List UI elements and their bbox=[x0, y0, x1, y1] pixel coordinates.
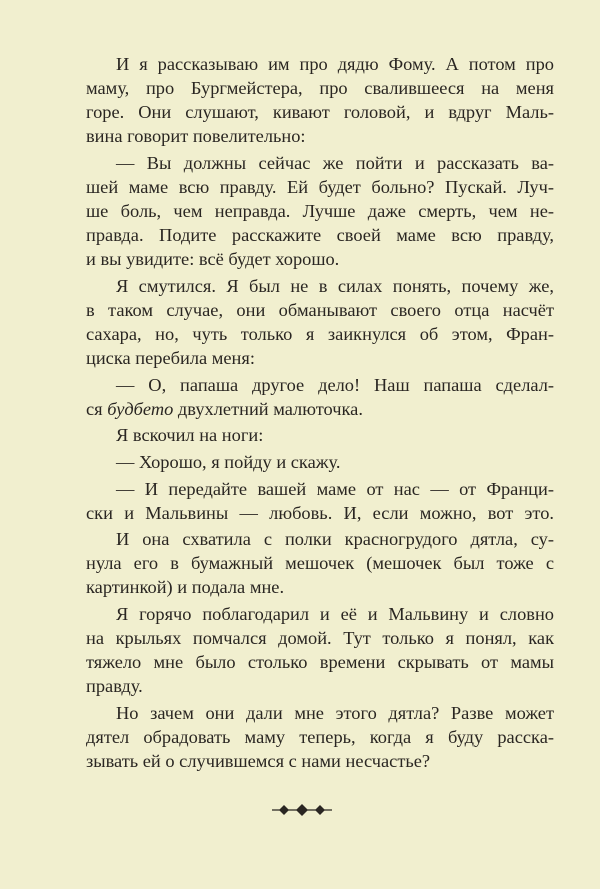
text-line: Я вскочил на ноги: bbox=[116, 425, 264, 446]
text-line: — И передайте вашей маме от нас — от Франци- bbox=[116, 478, 554, 499]
text-line: — Хорошо, я пойду и скажу. bbox=[116, 452, 341, 472]
paragraph-5 bbox=[86, 423, 554, 447]
text-line: тяжело мне было столько времени скрывать от мамы bbox=[86, 652, 554, 673]
text-line: шей маме всю правду. Ей будет больно? Пускай. Луч- bbox=[86, 176, 554, 197]
paragraph-3 bbox=[86, 274, 554, 370]
paragraph-7 bbox=[86, 477, 554, 525]
text-line: вина говорит повелительно: bbox=[86, 126, 306, 147]
text-fragment: двухлетний малюточка. bbox=[177, 398, 363, 419]
text-line: картинкой) и подала мне. bbox=[86, 577, 285, 598]
paragraph-6 bbox=[86, 450, 554, 474]
text-line: Я горячо поблагодарил и её и Мальвину и словно bbox=[116, 604, 554, 625]
paragraph-9 bbox=[86, 602, 554, 698]
text-line: — Вы должны сейчас же пойти и рассказать ва- bbox=[116, 152, 554, 173]
paragraph-1 bbox=[86, 52, 554, 148]
paragraph-8 bbox=[86, 527, 554, 599]
text-line: дятел обрадовать маму теперь, когда я буду расска- bbox=[86, 727, 554, 748]
paragraph-10 bbox=[86, 701, 554, 773]
text-fragment: ся bbox=[86, 398, 103, 419]
text-line: правда. Подите расскажите своей маме всю правду, bbox=[86, 225, 554, 246]
text-line-mixed bbox=[86, 397, 554, 421]
text-line: сахара, но, чуть только я заикнулся об этом, Фран- bbox=[86, 324, 554, 345]
italic-word: будбето bbox=[107, 398, 174, 419]
text-line: Но зачем они дали мне этого дятла? Разве может bbox=[116, 702, 554, 723]
body-text bbox=[86, 52, 554, 773]
text-line: циска перебила меня: bbox=[86, 348, 255, 369]
text-line: маму, про Бургмейстера, про свалившееся на меня bbox=[86, 78, 554, 99]
text-line: нула его в бумажный мешочек (мешочек был тоже с bbox=[86, 553, 554, 574]
paragraph-2 bbox=[86, 151, 554, 271]
text-line: и вы увидите: всё будет хорошо. bbox=[86, 249, 340, 270]
text-line: на крыльях помчался домой. Тут только я понял, как bbox=[86, 628, 554, 649]
text-line: И она схватила с полки красногрудого дятла, су- bbox=[116, 529, 554, 550]
text-line: Я смутился. Я был не в силах понять, почему же, bbox=[116, 275, 554, 296]
text-line: ше боль, чем неправда. Лучше даже смерть, чем не- bbox=[86, 201, 554, 222]
paragraph-4 bbox=[86, 373, 554, 421]
text-line: — О, папаша другое дело! Наш папаша сделал- bbox=[116, 374, 554, 395]
diamond-divider-ornament-icon bbox=[270, 802, 334, 818]
text-line: правду. bbox=[86, 676, 143, 697]
text-line: в таком случае, они обманывают своего отца насчёт bbox=[86, 299, 554, 320]
text-line: И я рассказываю им про дядю Фому. А потом про bbox=[116, 54, 554, 74]
text-line: горе. Они слушают, кивают головой, и вдруг Маль- bbox=[86, 102, 554, 123]
text-line: зывать ей о случившемся с нами несчастье? bbox=[86, 751, 431, 772]
text-line: ски и Мальвины — любовь. И, если можно, вот это. bbox=[86, 502, 554, 523]
